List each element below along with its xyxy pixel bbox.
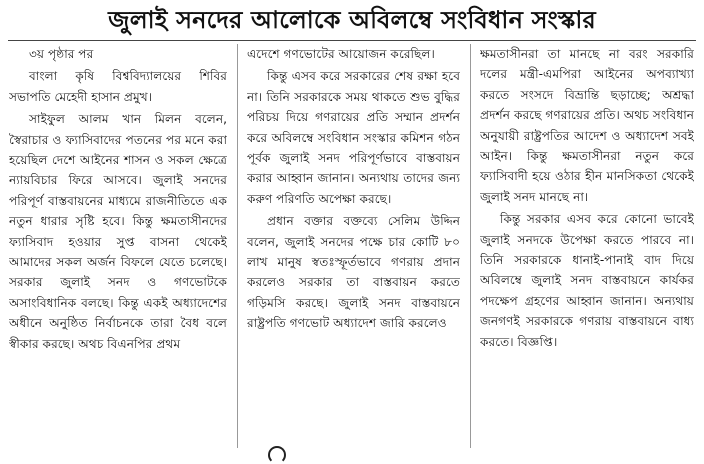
paragraph: কিন্তু সরকার এসব করে কোনো ভাবেই জুলাই সনদকে উপেক্ষা করতে পারবে না। তিনি সরকারকে ধানাই-পানাই বাদ দিয়ে অবিলম্বে জুলাই সনদ বাস্তবায়নে কার্যকর পদক্ষেপ গ্রহণের আহ্বান জানান। অন্যথায় জনগণই সরকারকে গণরায় বাস্তবায়নে বাধ্য করতে। বিজ্ঞপ্তি।: [480, 212, 694, 349]
paragraph: ক্ষমতাসীনরা তা মানছে না বরং সরকারি দলের মন্ত্রী-এমপিরা আইনের অপব্যাখ্যা করতে সংসদে বিভ্রান্তি ছড়াচ্ছে; অশ্রদ্ধা প্রদর্শন করছে গণরায়ের প্রতি। অথচ সংবিধান অনুযায়ী রাষ্ট্রপতির আদেশ ও অধ্যাদেশ সবই আইন। কিন্তু ক্ষমতাসীনরা নতুন করে ফ্যাসিবাদী হয়ে ওঠার হীন মানসিকতা থেকেই জুলাই সনদ মানছে না।: [480, 47, 694, 204]
article-column-3: [480, 44, 694, 450]
paragraph: বাংলা কৃষি বিশ্ববিদ্যালয়ের শিবির সভাপতি মেহেদী হাসান প্রমুখ।: [9, 69, 227, 104]
paragraph: এদেশে গণভোটের আয়োজন করেছিল।: [247, 47, 435, 61]
column-divider: [237, 44, 238, 448]
continued-from-label: ৩য় পৃষ্ঠার পর: [29, 47, 94, 61]
paragraph: কিন্তু এসব করে সরকারের শেষ রক্ষা হবে না। তিনি সরকারকে সময় থাকতে শুভ বুদ্ধির পরিচয় দিয়ে গণরায়ের প্রতি সম্মান প্রদর্শন করে অবিলম্বে সংবিধান সংস্কার কমিশন গঠন পূর্বক জুলাই সনদ পরিপূর্ণভাবে বাস্তবায়ন করার আহ্বান জানান। অন্যথায় তাদের জন্য করুণ পরিণতি অপেক্ষা করছে।: [247, 69, 460, 206]
article-column-2: [247, 44, 460, 450]
paragraph: সাইফুল আলম খান মিলন বলেন, স্বৈরাচার ও ফ্যাসিবাদের পতনের পর মনে করা হয়েছিল দেশে আইনের শাসন ও সকল ক্ষেত্রে ন্যায়বিচার ফিরে আসবে। জুলাই সনদের পরিপূর্ণ বাস্তবায়নের মাধ্যমে রাজনীতিতে এক নতুন ধারার সৃষ্টি হবে। কিন্তু ক্ষমতাসীনদের ফ্যাসিবাদ হওয়ার সুপ্ত বাসনা থেকেই আমাদের সকল অর্জন বিফলে যেতে চলেছে। সরকার জুলাই সনদ ও গণভোটকে অসাংবিধানিক বলছে। কিন্তু একই অধ্যাদেশের অধীনে অনুষ্ঠিত নির্বাচনকে তারা বৈধ বলে স্বীকার করছে। অথচ বিএনপির প্রথম: [9, 112, 227, 351]
cropped-logo-icon: [268, 446, 286, 464]
column-divider: [470, 44, 471, 448]
article-column-1: [9, 44, 227, 450]
headline-divider: [8, 40, 696, 41]
headline: জুলাই সনদের আলোকে অবিলম্বে সংবিধান সংস্কার: [108, 5, 596, 34]
paragraph: প্রধান বক্তার বক্তব্যে সেলিম উদ্দিন বলেন, জুলাই সনদের পক্ষে চার কোটি ৮০ লাখ মানুষ স্বতঃস্ফূর্তভাবে গণরায় প্রদান করলেও সরকার তা বাস্তবায়ন করতে গড়িমসি করছে। জুলাই সনদ বাস্তবায়নে রাষ্ট্রপতি গণভোট অধ্যাদেশ জারি করলেও: [247, 214, 460, 331]
